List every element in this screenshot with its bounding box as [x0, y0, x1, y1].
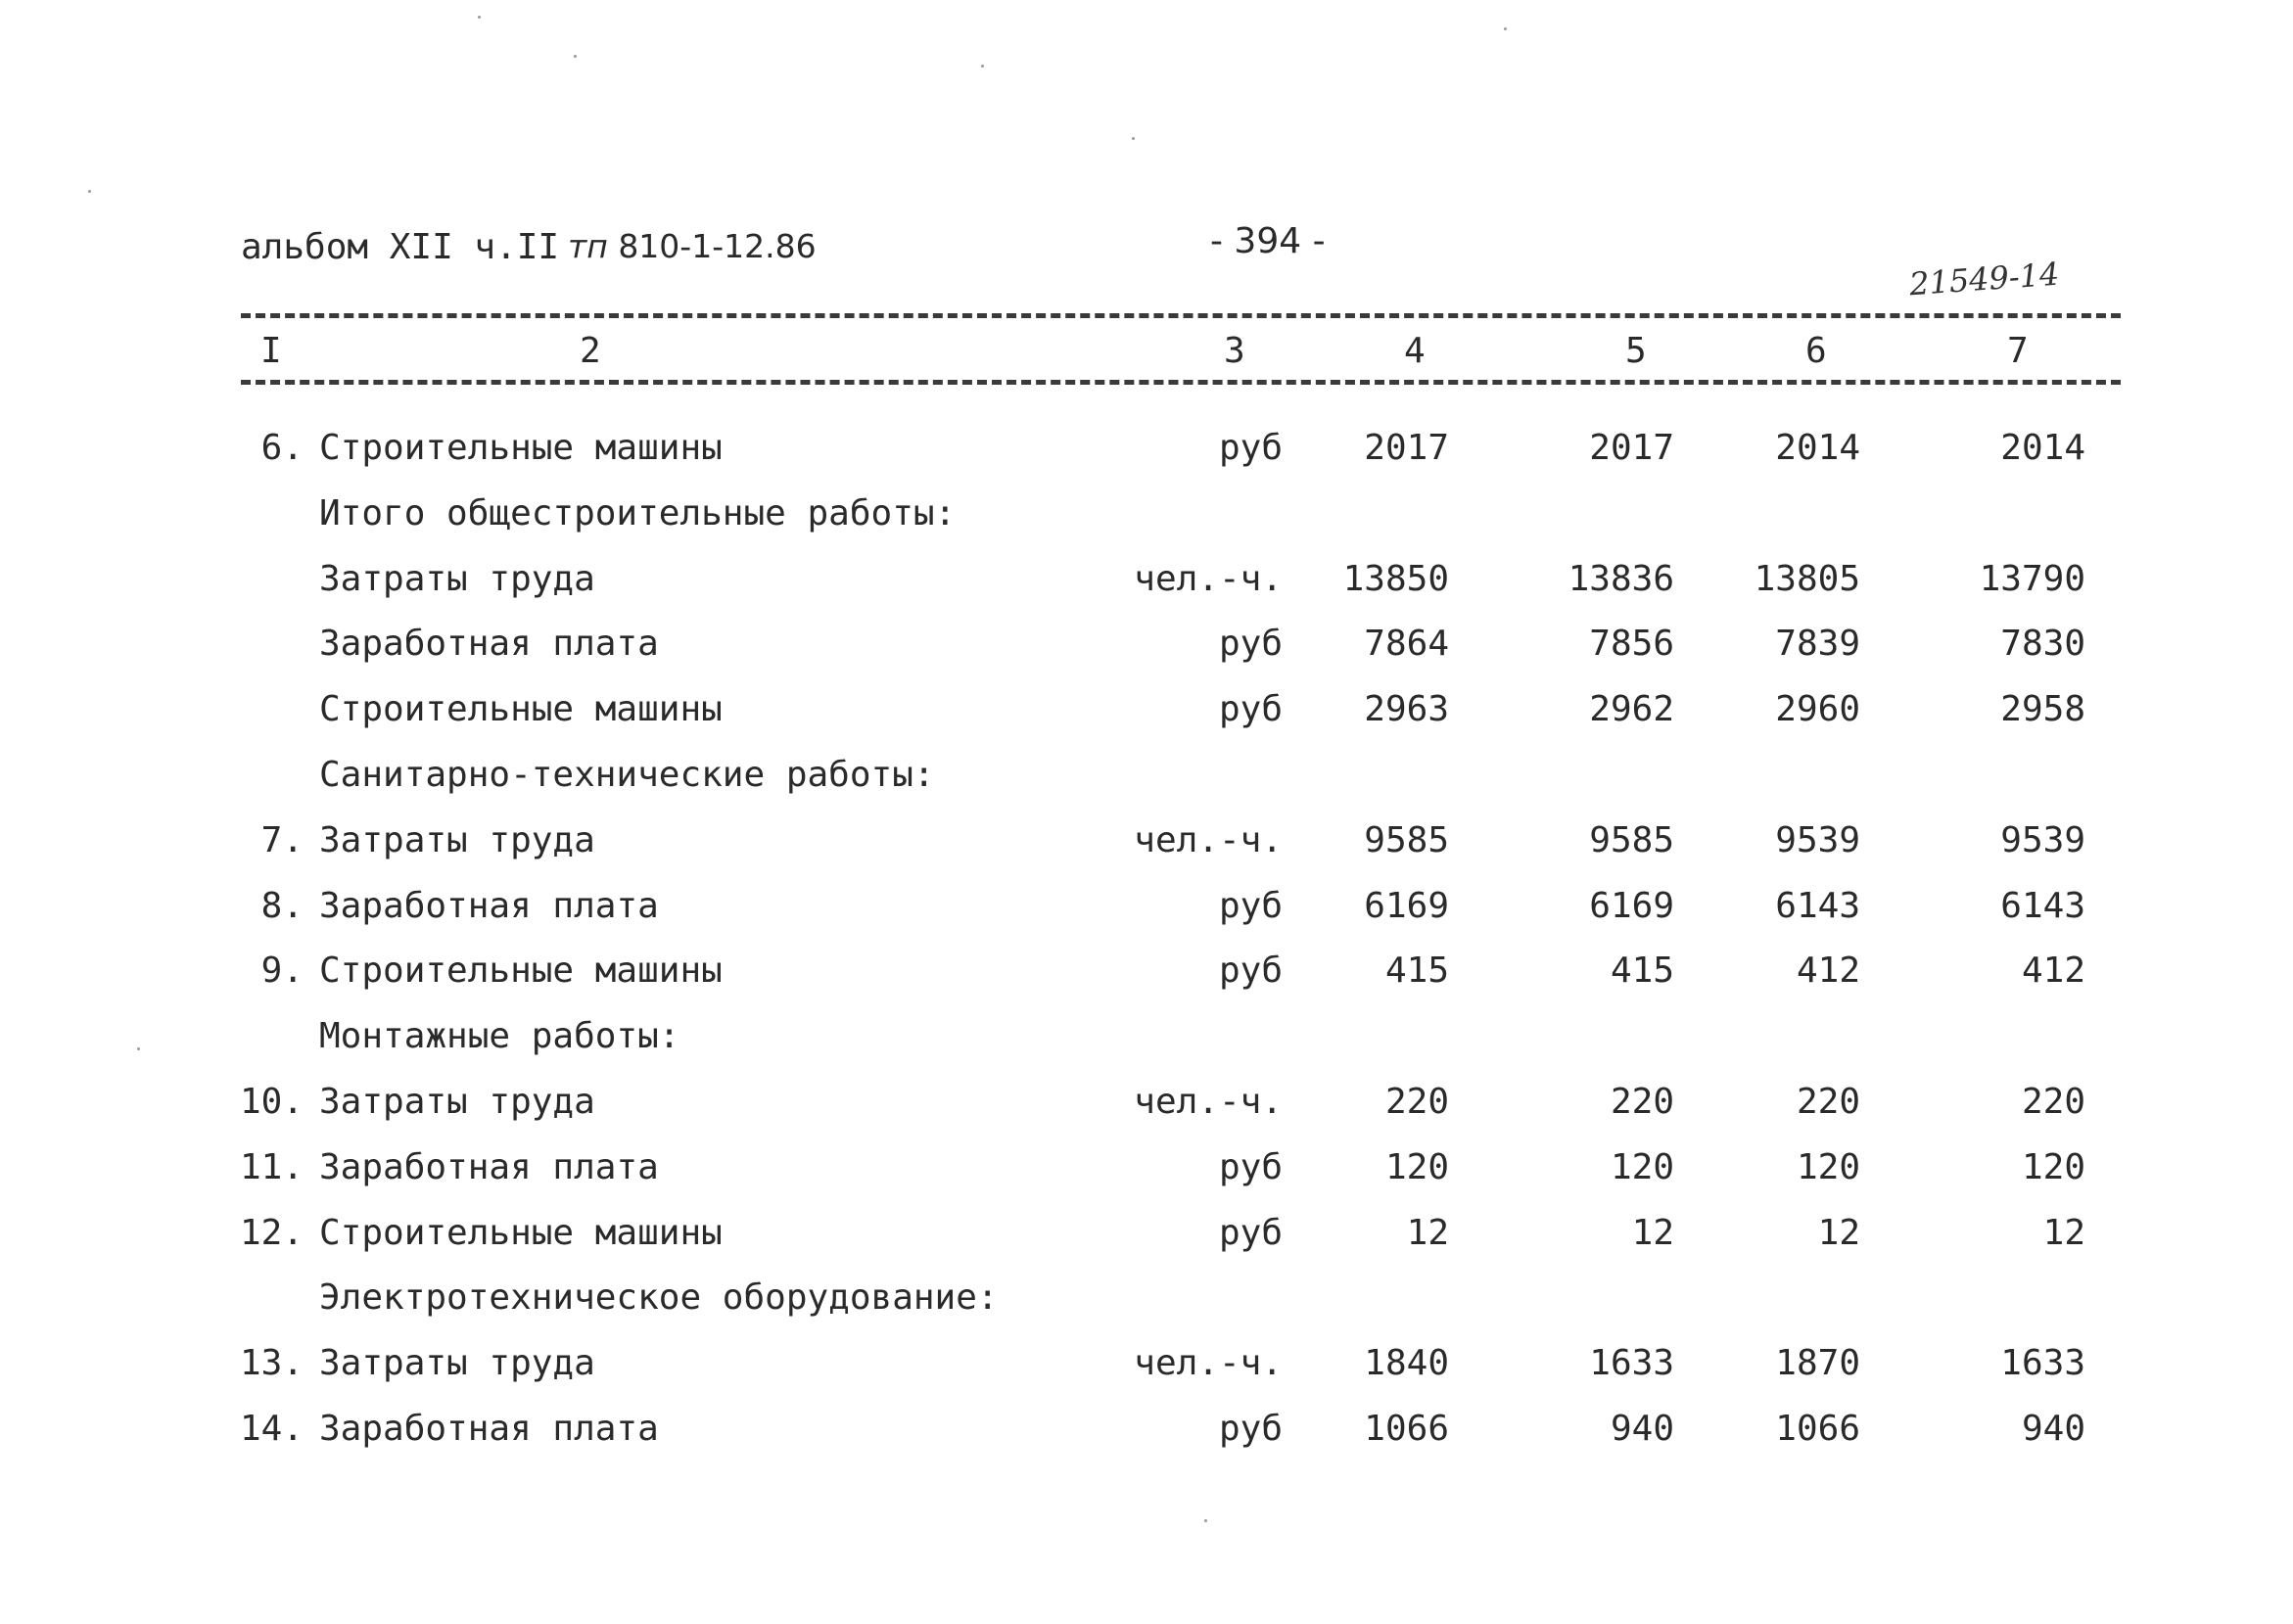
- handwritten-number: 21549-14: [1907, 255, 2061, 303]
- row-unit: руб: [1218, 624, 1283, 664]
- row-unit: руб: [1218, 689, 1283, 729]
- column-header-5: 5: [1625, 331, 1647, 371]
- table-row: [0, 1400, 2293, 1459]
- row-name: Затраты труда: [319, 820, 595, 860]
- value-col-6: 9539: [1775, 820, 1860, 860]
- value-col-5: 220: [1610, 1082, 1674, 1122]
- value-col-7: 940: [2021, 1409, 2085, 1449]
- value-col-7: 6143: [2000, 886, 2085, 926]
- row-number: 13.: [239, 1343, 304, 1383]
- column-header-6: 6: [1805, 331, 1827, 371]
- scan-speck: [88, 190, 91, 193]
- row-number: 14.: [239, 1409, 304, 1449]
- value-col-4: 120: [1384, 1147, 1449, 1187]
- row-unit: руб: [1218, 886, 1283, 926]
- scan-speck: [574, 55, 577, 58]
- table-row: [0, 680, 2293, 739]
- section-title: Итого общестроительные работы:: [319, 493, 957, 534]
- row-unit: руб: [1218, 951, 1283, 991]
- row-number: 6.: [260, 428, 304, 468]
- value-col-7: 12: [2042, 1213, 2085, 1253]
- value-col-5: 12: [1631, 1213, 1674, 1253]
- row-unit: руб: [1218, 1147, 1283, 1187]
- table-row: [0, 1334, 2293, 1393]
- value-col-6: 12: [1817, 1213, 1860, 1253]
- table-row: [0, 812, 2293, 870]
- value-col-5: 415: [1610, 951, 1674, 991]
- value-col-7: 220: [2021, 1082, 2085, 1122]
- value-col-4: 220: [1384, 1082, 1449, 1122]
- value-col-6: 220: [1796, 1082, 1860, 1122]
- value-col-7: 7830: [2000, 624, 2085, 664]
- value-col-6: 120: [1796, 1147, 1860, 1187]
- table-row: [0, 942, 2293, 1000]
- value-col-6: 412: [1796, 951, 1860, 991]
- value-col-4: 2963: [1364, 689, 1449, 729]
- row-number: 9.: [260, 951, 304, 991]
- scan-speck: [1504, 27, 1507, 30]
- value-col-6: 1066: [1775, 1409, 1860, 1449]
- scan-speck: [478, 16, 481, 19]
- value-col-5: 120: [1610, 1147, 1674, 1187]
- value-col-4: 9585: [1364, 820, 1449, 860]
- value-col-6: 2960: [1775, 689, 1860, 729]
- scan-speck: [1132, 137, 1135, 140]
- value-col-5: 6169: [1589, 886, 1674, 926]
- row-name: Затраты труда: [319, 1082, 595, 1122]
- row-name: Затраты труда: [319, 1343, 595, 1383]
- album-label: альбом XII ч.II: [241, 227, 560, 267]
- section-row: [0, 1269, 2293, 1327]
- value-col-5: 2017: [1589, 428, 1674, 468]
- value-col-4: 13850: [1342, 559, 1449, 599]
- value-col-7: 2958: [2000, 689, 2085, 729]
- value-col-4: 1066: [1364, 1409, 1449, 1449]
- scan-speck: [137, 1047, 140, 1050]
- row-unit: чел.-ч.: [1134, 1082, 1283, 1122]
- value-col-7: 120: [2021, 1147, 2085, 1187]
- value-col-5: 13836: [1568, 559, 1674, 599]
- tp-code: [568, 227, 817, 265]
- row-name: Строительные машины: [319, 1213, 723, 1253]
- page-number: - 394 -: [1210, 221, 1326, 261]
- header-rule-bottom: [241, 380, 2121, 385]
- value-col-6: 7839: [1775, 624, 1860, 664]
- table-row: [0, 550, 2293, 609]
- section-row: [0, 1007, 2293, 1066]
- value-col-7: 1633: [2000, 1343, 2085, 1383]
- table-row: [0, 419, 2293, 478]
- row-number: 10.: [239, 1082, 304, 1122]
- value-col-7: 13790: [1979, 559, 2085, 599]
- value-col-4: 7864: [1364, 624, 1449, 664]
- scan-speck: [981, 65, 984, 68]
- row-unit: чел.-ч.: [1134, 1343, 1283, 1383]
- value-col-5: 2962: [1589, 689, 1674, 729]
- header-rule-top: [241, 313, 2121, 318]
- table-row: [0, 1138, 2293, 1197]
- value-col-4: 6169: [1364, 886, 1449, 926]
- table-row: [0, 1073, 2293, 1132]
- value-col-6: 6143: [1775, 886, 1860, 926]
- scan-speck: [1204, 1519, 1207, 1522]
- section-row: [0, 485, 2293, 543]
- row-name: Заработная плата: [319, 1147, 659, 1187]
- row-unit: руб: [1218, 1213, 1283, 1253]
- row-unit: руб: [1218, 1409, 1283, 1449]
- value-col-4: 12: [1406, 1213, 1449, 1253]
- value-col-5: 7856: [1589, 624, 1674, 664]
- section-row: [0, 746, 2293, 805]
- row-number: 8.: [260, 886, 304, 926]
- table-row: [0, 615, 2293, 673]
- column-header-7: 7: [2007, 331, 2029, 371]
- row-name: Затраты труда: [319, 559, 595, 599]
- section-title: Санитарно-технические работы:: [319, 755, 935, 795]
- row-name: Строительные машины: [319, 428, 723, 468]
- value-col-6: 13805: [1754, 559, 1860, 599]
- row-name: Заработная плата: [319, 624, 659, 664]
- row-unit: чел.-ч.: [1134, 820, 1283, 860]
- row-name: Строительные машины: [319, 951, 723, 991]
- column-header-2: 2: [580, 331, 601, 371]
- value-col-7: 9539: [2000, 820, 2085, 860]
- tp-code-value: 810-1-12.86: [618, 227, 817, 265]
- column-header-1: I: [260, 331, 282, 371]
- value-col-7: 2014: [2000, 428, 2085, 468]
- value-col-4: 1840: [1364, 1343, 1449, 1383]
- value-col-5: 940: [1610, 1409, 1674, 1449]
- row-name: Строительные машины: [319, 689, 723, 729]
- value-col-5: 1633: [1589, 1343, 1674, 1383]
- row-number: 11.: [239, 1147, 304, 1187]
- value-col-6: 1870: [1775, 1343, 1860, 1383]
- section-title: Монтажные работы:: [319, 1016, 680, 1056]
- column-header-3: 3: [1224, 331, 1245, 371]
- value-col-4: 2017: [1364, 428, 1449, 468]
- value-col-5: 9585: [1589, 820, 1674, 860]
- row-number: 12.: [239, 1213, 304, 1253]
- value-col-4: 415: [1384, 951, 1449, 991]
- table-row: [0, 1204, 2293, 1263]
- row-name: Заработная плата: [319, 1409, 659, 1449]
- value-col-6: 2014: [1775, 428, 1860, 468]
- tp-prefix: тп: [568, 227, 608, 265]
- row-name: Заработная плата: [319, 886, 659, 926]
- table-row: [0, 877, 2293, 936]
- section-title: Электротехническое оборудование:: [319, 1277, 999, 1318]
- value-col-7: 412: [2021, 951, 2085, 991]
- column-header-4: 4: [1404, 331, 1426, 371]
- row-unit: чел.-ч.: [1134, 559, 1283, 599]
- row-unit: руб: [1218, 428, 1283, 468]
- row-number: 7.: [260, 820, 304, 860]
